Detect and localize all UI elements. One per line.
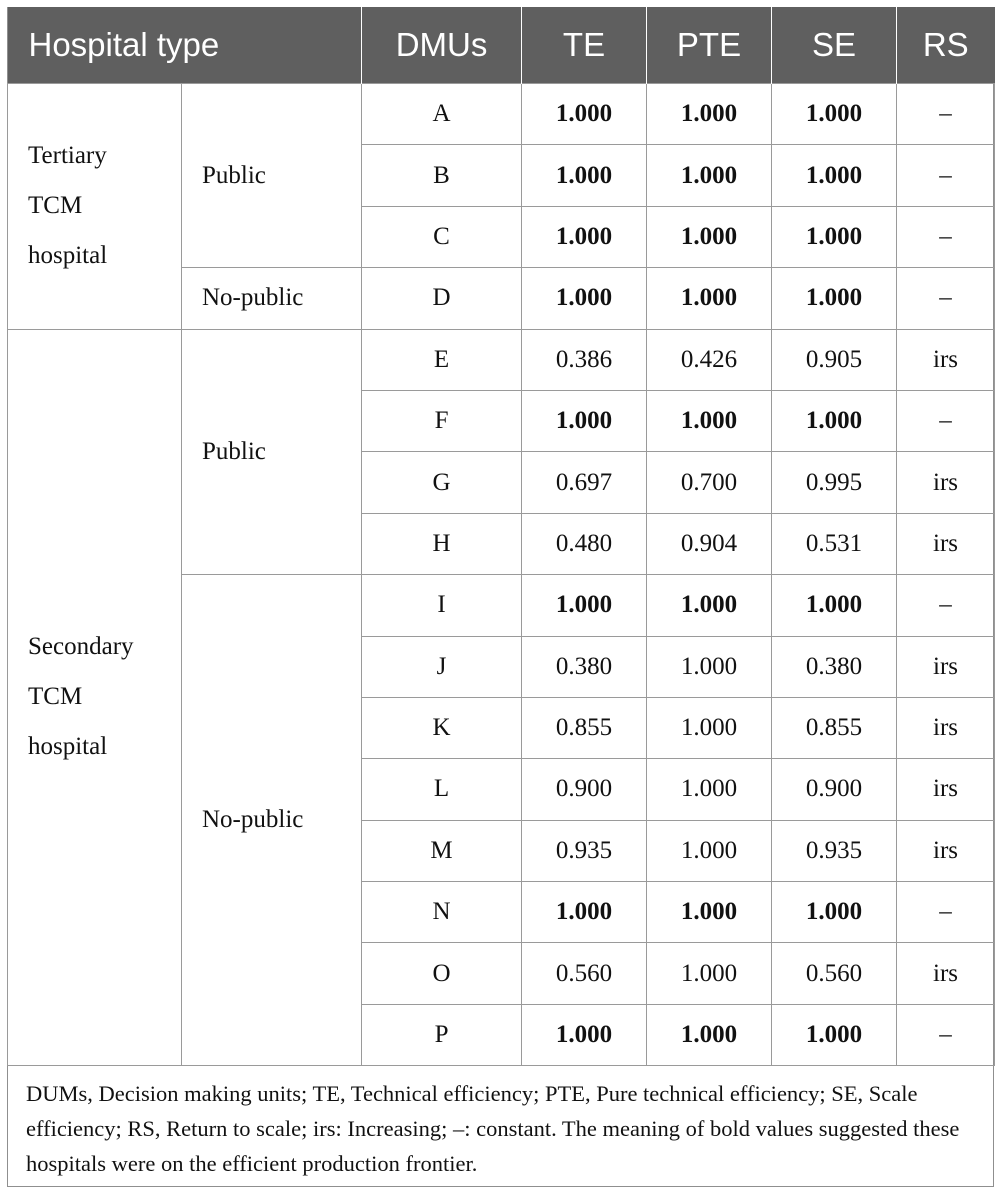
rs-cell: irs: [897, 759, 995, 820]
te-cell: 1.000: [522, 145, 647, 206]
te-cell: 1.000: [522, 268, 647, 329]
dmu-cell: D: [362, 268, 522, 329]
se-cell: 0.900: [772, 759, 897, 820]
dmu-cell: N: [362, 882, 522, 943]
pte-cell: 1.000: [647, 390, 772, 451]
header-row: [8, 7, 995, 84]
se-cell: 1.000: [772, 206, 897, 267]
dmu-cell: M: [362, 820, 522, 881]
se-cell: 0.560: [772, 943, 897, 1004]
te-cell: 0.900: [522, 759, 647, 820]
te-cell: 0.380: [522, 636, 647, 697]
te-cell: 1.000: [522, 206, 647, 267]
dmu-cell: A: [362, 84, 522, 145]
rs-cell: –: [897, 1004, 995, 1065]
se-cell: 1.000: [772, 882, 897, 943]
table-row: [8, 329, 995, 390]
ownership-tertiary-nopublic: No-public: [182, 268, 362, 329]
header-hospital-type: Hospital type: [8, 7, 362, 84]
group-tertiary: Tertiary TCM hospital: [8, 84, 182, 330]
ownership-secondary-nopublic: No-public: [182, 575, 362, 1066]
pte-cell: 1.000: [647, 1004, 772, 1065]
header-rs: RS: [897, 7, 995, 84]
header-pte: PTE: [647, 7, 772, 84]
rs-cell: –: [897, 575, 995, 636]
pte-cell: 0.700: [647, 452, 772, 513]
pte-cell: 1.000: [647, 636, 772, 697]
dmu-cell: H: [362, 513, 522, 574]
dmu-cell: O: [362, 943, 522, 1004]
dmu-cell: I: [362, 575, 522, 636]
se-cell: 0.855: [772, 697, 897, 758]
rs-cell: irs: [897, 820, 995, 881]
dmu-cell: L: [362, 759, 522, 820]
se-cell: 0.935: [772, 820, 897, 881]
pte-cell: 1.000: [647, 882, 772, 943]
te-cell: 0.560: [522, 943, 647, 1004]
rs-cell: –: [897, 145, 995, 206]
pte-cell: 1.000: [647, 697, 772, 758]
dmu-cell: K: [362, 697, 522, 758]
pte-cell: 1.000: [647, 268, 772, 329]
rs-cell: –: [897, 268, 995, 329]
dmu-cell: B: [362, 145, 522, 206]
dmu-cell: P: [362, 1004, 522, 1065]
se-cell: 0.380: [772, 636, 897, 697]
te-cell: 0.935: [522, 820, 647, 881]
dmu-cell: G: [362, 452, 522, 513]
se-cell: 0.531: [772, 513, 897, 574]
se-cell: 1.000: [772, 268, 897, 329]
te-cell: 0.855: [522, 697, 647, 758]
pte-cell: 1.000: [647, 575, 772, 636]
te-cell: 0.480: [522, 513, 647, 574]
table-footnote: DUMs, Decision making units; TE, Technical efficiency; PTE, Pure technical efficiency; SE, Scale efficiency; RS, Return to scale; irs: Increasing; –: constant. The meaning of bold values suggested these hospitals were on the efficient production frontier.: [26, 1081, 960, 1176]
pte-cell: 1.000: [647, 84, 772, 145]
group-secondary: Secondary TCM hospital: [8, 329, 182, 1066]
pte-cell: 0.426: [647, 329, 772, 390]
header-te: TE: [522, 7, 647, 84]
rs-cell: irs: [897, 636, 995, 697]
pte-cell: 1.000: [647, 820, 772, 881]
te-cell: 1.000: [522, 1004, 647, 1065]
se-cell: 1.000: [772, 575, 897, 636]
pte-cell: 1.000: [647, 145, 772, 206]
dmu-cell: E: [362, 329, 522, 390]
table-row: [8, 84, 995, 145]
pte-cell: 1.000: [647, 759, 772, 820]
se-cell: 1.000: [772, 390, 897, 451]
te-cell: 1.000: [522, 575, 647, 636]
rs-cell: irs: [897, 329, 995, 390]
se-cell: 1.000: [772, 1004, 897, 1065]
ownership-tertiary-public: Public: [182, 84, 362, 268]
te-cell: 0.386: [522, 329, 647, 390]
rs-cell: irs: [897, 513, 995, 574]
te-cell: 1.000: [522, 882, 647, 943]
pte-cell: 1.000: [647, 206, 772, 267]
header-se: SE: [772, 7, 897, 84]
te-cell: 1.000: [522, 390, 647, 451]
pte-cell: 0.904: [647, 513, 772, 574]
rs-cell: irs: [897, 452, 995, 513]
rs-cell: –: [897, 206, 995, 267]
rs-cell: irs: [897, 943, 995, 1004]
efficiency-table: [7, 7, 995, 1066]
te-cell: 0.697: [522, 452, 647, 513]
rs-cell: irs: [897, 697, 995, 758]
rs-cell: –: [897, 84, 995, 145]
se-cell: 0.905: [772, 329, 897, 390]
header-dmus: DMUs: [362, 7, 522, 84]
te-cell: 1.000: [522, 84, 647, 145]
dmu-cell: F: [362, 390, 522, 451]
pte-cell: 1.000: [647, 943, 772, 1004]
rs-cell: –: [897, 882, 995, 943]
se-cell: 1.000: [772, 145, 897, 206]
rs-cell: –: [897, 390, 995, 451]
ownership-secondary-public: Public: [182, 329, 362, 575]
dmu-cell: J: [362, 636, 522, 697]
dmu-cell: C: [362, 206, 522, 267]
se-cell: 0.995: [772, 452, 897, 513]
se-cell: 1.000: [772, 84, 897, 145]
